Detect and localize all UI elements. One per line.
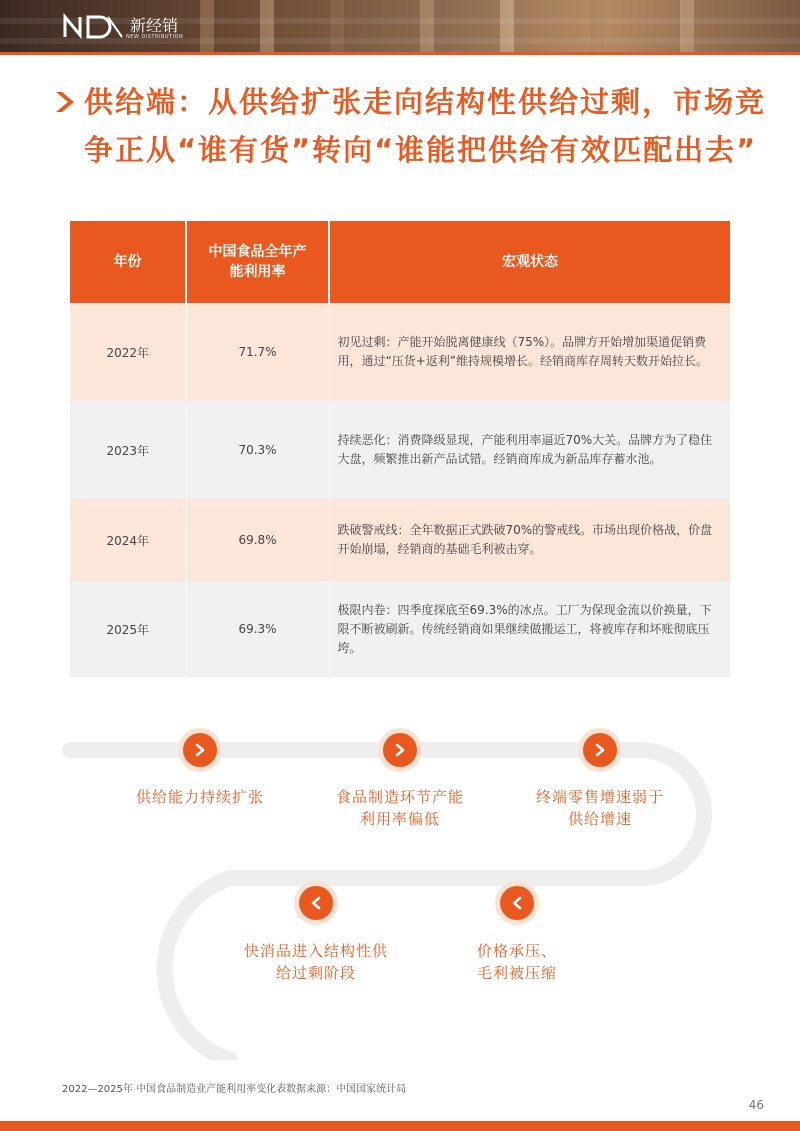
rate-cell: 69.8% bbox=[186, 499, 329, 581]
chevron-right-icon bbox=[193, 743, 207, 757]
status-cell: 跌破警戒线：全年数据正式跌破70%的警戒线。市场出现价格战，价盘开始崩塌，经销商的基础毛利被击穿。 bbox=[329, 499, 730, 581]
table-row bbox=[70, 303, 730, 401]
status-cell: 初见过剩：产能开始脱离健康线（75%）。品牌方开始增加渠道促销费用，通过“压货+返利”维持规模增长。经销商库存周转天数开始拉长。 bbox=[329, 303, 730, 401]
chevron-right-icon bbox=[593, 743, 607, 757]
chevron-left-icon bbox=[309, 896, 323, 910]
table-row bbox=[70, 499, 730, 581]
flow-step-label: 供给能力持续扩张 bbox=[135, 788, 264, 806]
shelf-decoration bbox=[740, 0, 754, 52]
chevron-left-icon bbox=[510, 896, 524, 910]
shelf-decoration bbox=[200, 0, 214, 52]
header-accent-line bbox=[0, 52, 800, 55]
status-cell: 极限内卷：四季度探底至69.3%的冰点。工厂为保现金流以价换量，下限不断被刷新。传统经销商如果继续做搬运工，将被库存和坏账彻底压垮。 bbox=[329, 581, 730, 677]
chevron-right-icon bbox=[54, 90, 76, 114]
logo-text: 新经销 bbox=[130, 16, 179, 35]
flow-step-label: 快消品进入结构性供给过剩阶段 bbox=[243, 942, 388, 982]
column-header-year: 年份 bbox=[70, 221, 186, 303]
year-cell: 2025年 bbox=[70, 581, 186, 677]
data-source-note: 2022—2025年 中国食品制造业产能利用率变化表数据来源：中国国家统计局 bbox=[62, 1084, 407, 1095]
column-header-status: 宏观状态 bbox=[329, 221, 730, 303]
flow-step-node bbox=[183, 733, 217, 767]
capacity-table bbox=[70, 221, 730, 677]
table-row bbox=[70, 581, 730, 677]
logo-subtext: NEW DISTRIBUTION bbox=[126, 34, 184, 40]
table-row bbox=[70, 401, 730, 499]
page-title: 供给端：从供给扩张走向结构性供给过剩，市场竞争正从“谁有货”转向“谁能把供给有效匹配出去” bbox=[84, 85, 767, 167]
shelf-decoration bbox=[590, 0, 604, 52]
footer-accent-bar bbox=[0, 1121, 800, 1131]
year-cell: 2024年 bbox=[70, 499, 186, 581]
header-banner bbox=[0, 0, 800, 52]
logo-mark-icon bbox=[62, 13, 126, 39]
column-header-rate: 中国食品全年产能利用率 bbox=[186, 221, 329, 303]
rate-cell: 71.7% bbox=[186, 303, 329, 401]
page-number: 46 bbox=[748, 1098, 764, 1112]
shelf-decoration bbox=[680, 0, 694, 52]
shelf-decoration bbox=[330, 0, 344, 52]
rate-cell: 70.3% bbox=[186, 401, 329, 499]
year-cell: 2022年 bbox=[70, 303, 186, 401]
flow-step-label: 食品制造环节产能利用率偏低 bbox=[335, 788, 464, 828]
shelf-decoration bbox=[260, 0, 274, 52]
flow-step-node bbox=[500, 886, 534, 920]
flow-step-label: 终端零售增速弱于供给增速 bbox=[535, 788, 664, 828]
shelf-decoration bbox=[420, 0, 434, 52]
rate-cell: 69.3% bbox=[186, 581, 329, 677]
table-header-row bbox=[70, 221, 730, 303]
shelf-decoration bbox=[500, 0, 514, 52]
flow-step-node bbox=[583, 733, 617, 767]
chevron-right-icon bbox=[393, 743, 407, 757]
flow-step-node bbox=[299, 886, 333, 920]
flow-step-node bbox=[383, 733, 417, 767]
year-cell: 2023年 bbox=[70, 401, 186, 499]
flow-step-label: 价格承压、毛利被压缩 bbox=[476, 942, 557, 982]
status-cell: 持续恶化：消费降级显现，产能利用率逼近70%大关。品牌方为了稳住大盘，频繁推出新产品试错。经销商库成为新品库存蓄水池。 bbox=[329, 401, 730, 499]
